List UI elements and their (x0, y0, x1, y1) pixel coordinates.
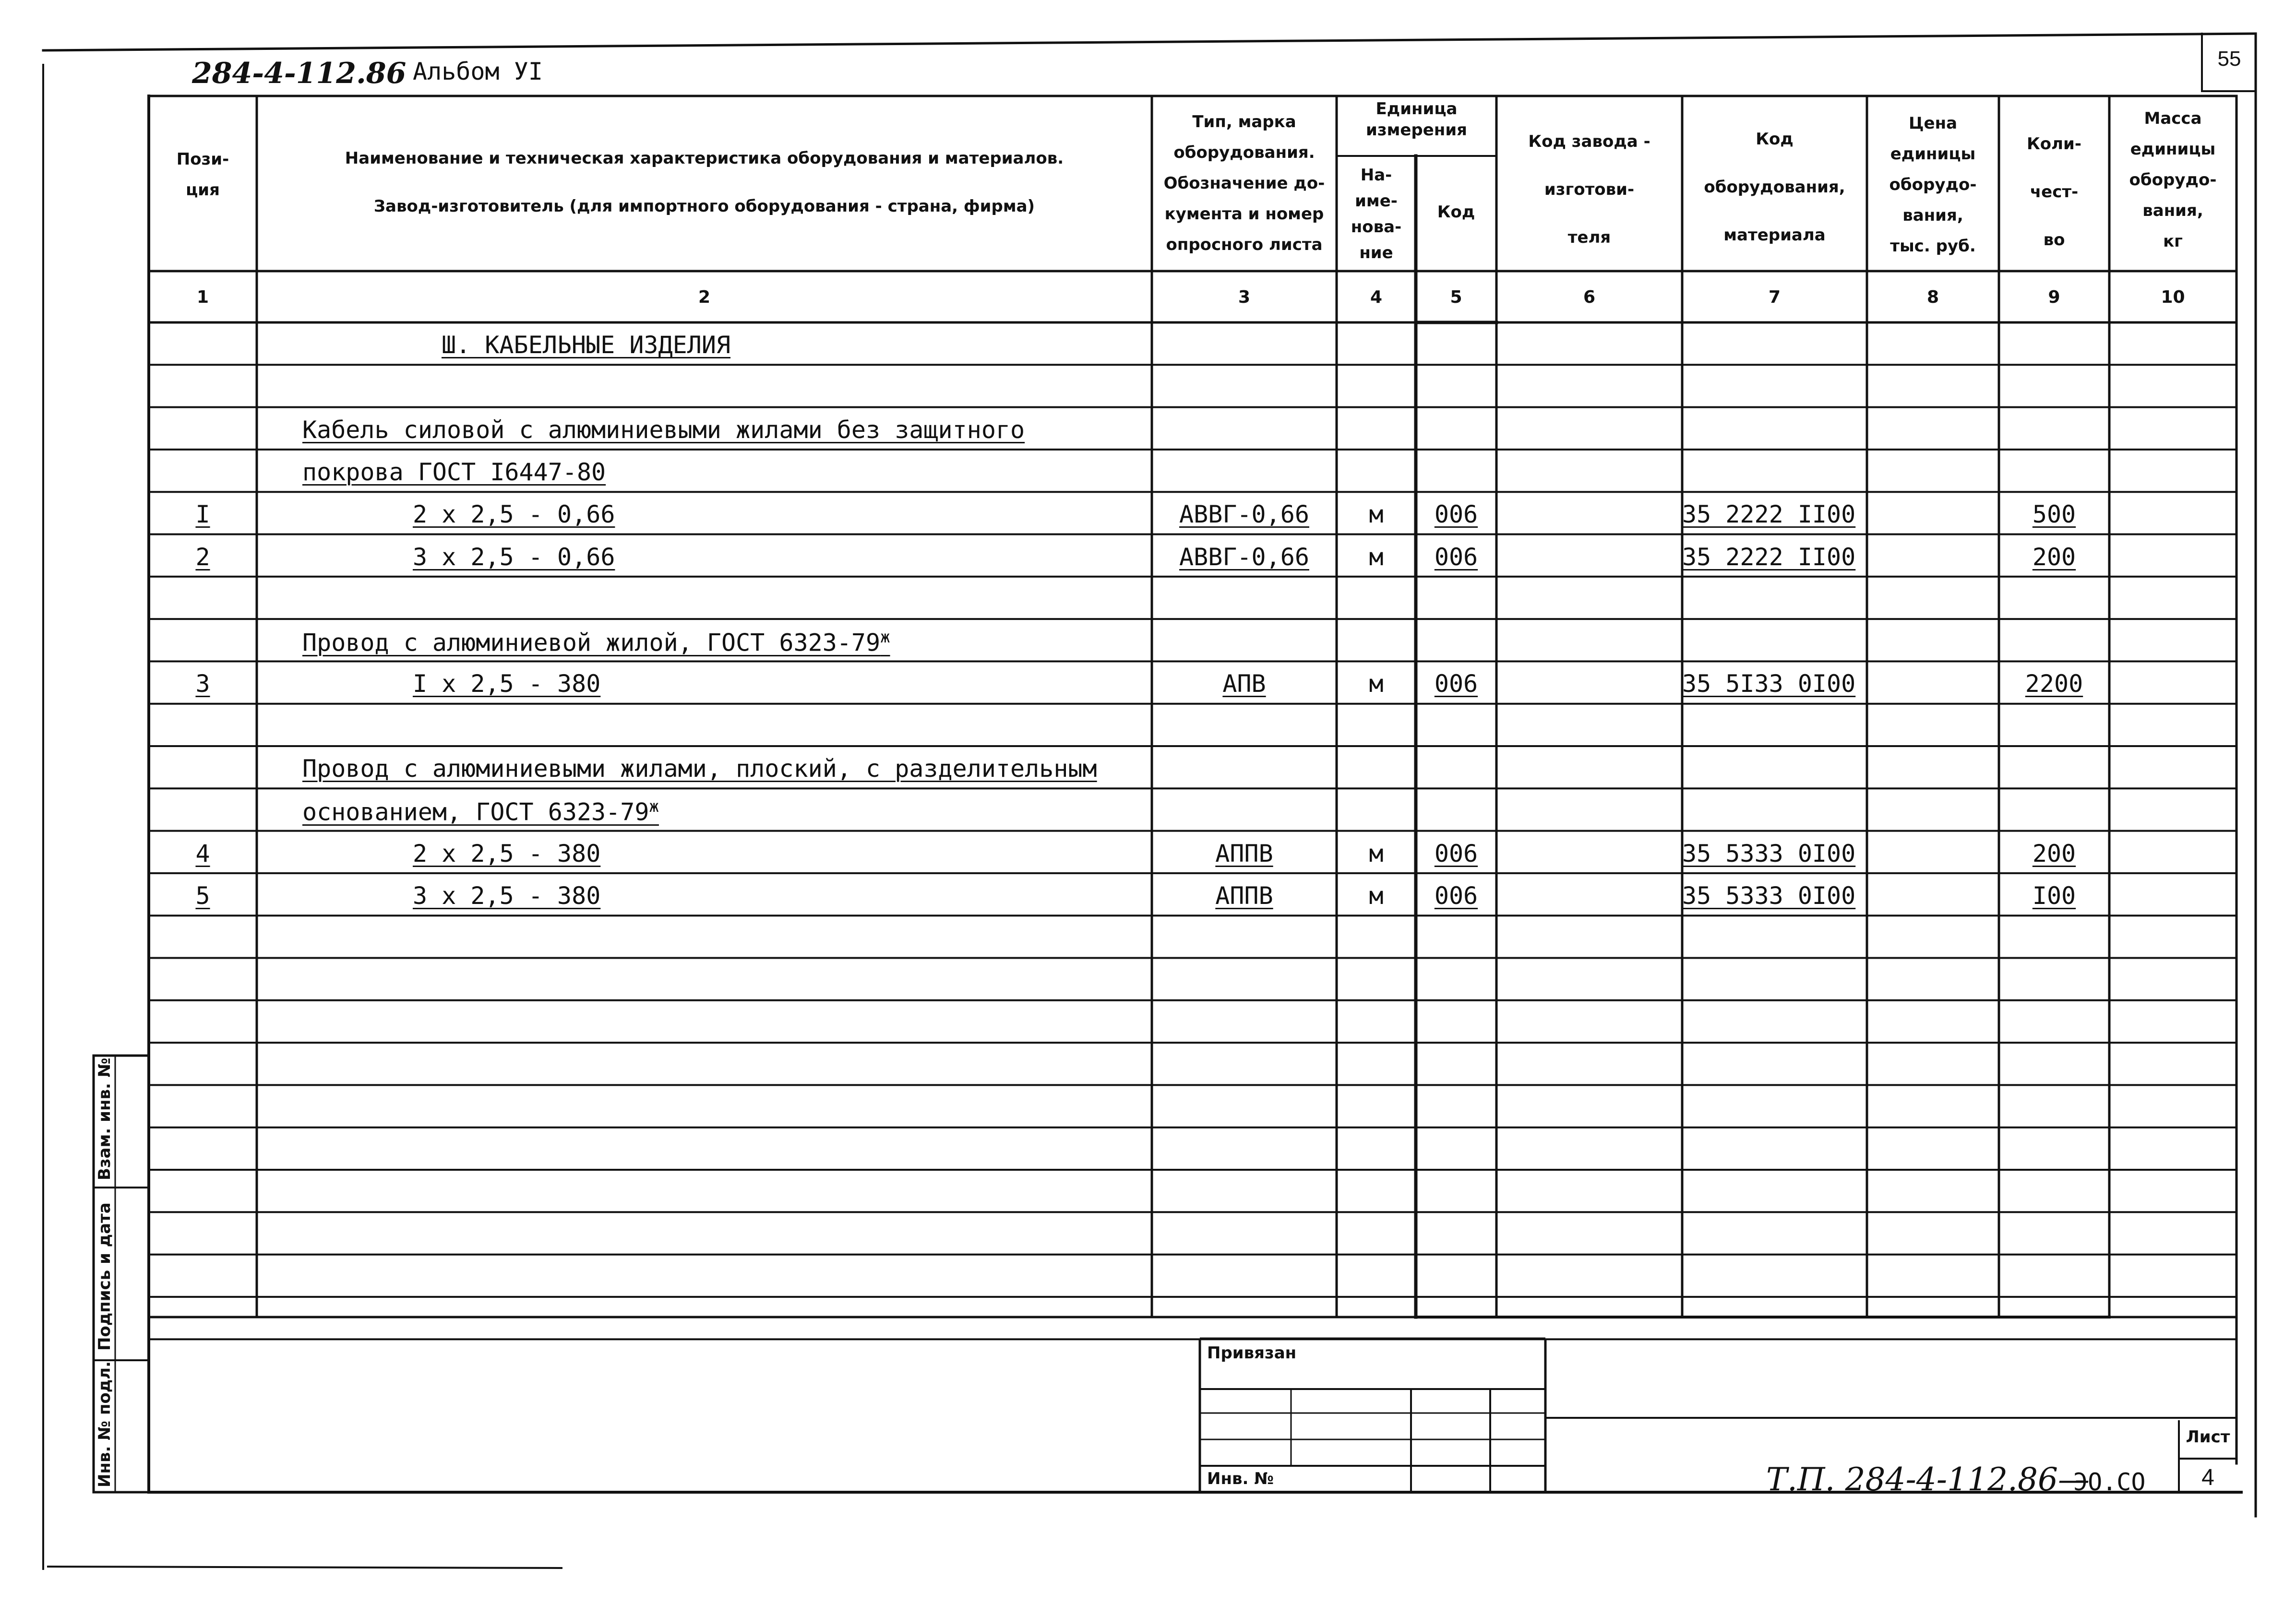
col-number: 10 (2161, 287, 2185, 307)
unit-code-cell: 006 (1434, 670, 1478, 698)
col9-header (1999, 120, 2109, 264)
col7-header-line: Код (1756, 130, 1794, 149)
unit-code-cell: 006 (1434, 839, 1478, 867)
col3-header-line: оборудования. (1173, 143, 1315, 162)
type-cell: АВВГ-0,66 (1179, 543, 1309, 571)
col-number: 7 (1768, 287, 1781, 307)
superscript: ж (649, 797, 659, 817)
col2-header-line: Наименование и техническая характеристика оборудования и материалов. (345, 149, 1064, 168)
col10-header-line: Масса (2144, 109, 2202, 128)
col-number: 6 (1583, 287, 1596, 307)
material-code-cell: 35 2222 II00 (1682, 543, 1856, 571)
type-cell: АПВ (1222, 670, 1266, 698)
stamp-original-inv: Инв. № подл. (95, 1361, 114, 1487)
unit-code-cell: 006 (1434, 500, 1478, 529)
col-number: 9 (2048, 287, 2060, 307)
col8-header-line: тыс. руб. (1890, 237, 1976, 256)
col7-header-line: материала (1723, 226, 1826, 245)
item-group-title: Провод с алюминиевой жилой, ГОСТ $6323-79^ж$ (302, 628, 890, 657)
col-number: 8 (1926, 287, 1939, 307)
unit-cell: м (1369, 543, 1384, 571)
col-number: 3 (1238, 287, 1251, 307)
col1-header (149, 144, 257, 205)
position-cell: 2 (195, 543, 210, 571)
material-code-cell: 35 5333 0I00 (1682, 881, 1856, 910)
unit-group-line: Единица (1375, 99, 1458, 119)
col10-header-line: оборудо- (2129, 170, 2217, 190)
stamp-signature-date: Подпись и дата (95, 1202, 114, 1351)
position-cell: 4 (195, 839, 210, 867)
doc-code: Т.П. 284-4-112.86— (1766, 1461, 2090, 1498)
sheet-number: 4 (2201, 1465, 2214, 1490)
unit-cell: м (1369, 670, 1384, 698)
col8-header (1867, 108, 1999, 261)
sheet-label: Лист (2186, 1427, 2230, 1447)
item-group-title: покрова ГОСТ I6447-80 (302, 458, 606, 486)
col7-header-line: оборудования, (1704, 178, 1845, 197)
col8-header-line: Цена (1908, 114, 1958, 133)
col4-header-line: нова- (1351, 217, 1402, 237)
col5-header-line: Код (1437, 202, 1475, 222)
unit-cell: м (1369, 839, 1384, 867)
item-group-title: Кабель силовой с алюминиевыми жилами без защитного (302, 416, 1025, 444)
type-cell: АППВ (1215, 839, 1273, 867)
col8-header-line: оборудо- (1889, 175, 1977, 194)
unit-code-cell: 006 (1434, 881, 1478, 910)
col10-header-line: кг (2163, 232, 2183, 251)
inv-label: Инв. № (1207, 1469, 1274, 1488)
quantity-cell: 500 (2032, 500, 2076, 529)
item-name-cell: 2 х 2,5 - 0,66 (413, 500, 615, 529)
col6-header-line: Код завода - (1528, 132, 1650, 151)
col-number: 1 (196, 287, 209, 307)
col3-header-line: кумента и номер (1164, 204, 1324, 224)
col4-header-line: име- (1355, 191, 1398, 211)
item-name-cell: 3 х 2,5 - 380 (413, 881, 601, 910)
unit-cell: м (1369, 881, 1384, 910)
col8-header-line: вания, (1902, 206, 1963, 225)
position-cell: 3 (195, 670, 210, 698)
quantity-cell: 2200 (2025, 670, 2083, 698)
col1-header-line: ция (186, 180, 220, 200)
unit-group-line: измерения (1366, 120, 1467, 140)
col3-header-line: Обозначение до- (1163, 174, 1325, 193)
position-cell: I (195, 500, 210, 529)
col1-header-line: Пози- (176, 150, 229, 169)
unit-code-cell: 006 (1434, 543, 1478, 571)
material-code-cell: 35 5I33 0I00 (1682, 670, 1856, 698)
col9-header-line: во (2043, 230, 2065, 250)
col5-header (1416, 197, 1496, 227)
col6-header-line: изготови- (1544, 180, 1635, 199)
col9-header-line: чест- (2030, 182, 2079, 202)
item-group-title: основанием, ГОСТ $6323-79^ж$ (302, 797, 659, 826)
col4-header (1337, 162, 1416, 266)
col4-header-line: На- (1360, 166, 1392, 185)
bound-label: Привязан (1207, 1343, 1297, 1363)
col3-header-line: Тип, марка (1192, 112, 1296, 131)
unit-cell: м (1369, 500, 1384, 529)
col2-header-line: Завод-изготовитель (для импортного оборудования - страна, фирма) (373, 197, 1035, 216)
item-name-cell: 2 х 2,5 - 380 (413, 839, 601, 867)
col8-header-line: единицы (1890, 144, 1976, 164)
col6-header (1496, 118, 1682, 261)
col3-header-line: опросного листа (1166, 235, 1323, 254)
col-number: 2 (698, 287, 711, 307)
col10-header-line: единицы (2130, 140, 2216, 159)
type-cell: АППВ (1215, 881, 1273, 910)
col6-header-line: теля (1567, 228, 1611, 247)
item-group-title: Провод с алюминиевыми жилами, плоский, с разделительным (302, 755, 1097, 783)
col3-header (1152, 107, 1337, 260)
section-title: Ш. КАБЕЛЬНЫЕ ИЗДЕЛИЯ (442, 331, 731, 359)
quantity-cell: I00 (2032, 881, 2076, 910)
col4-header-line: ние (1359, 243, 1393, 262)
col10-header-line: вания, (2142, 201, 2203, 220)
quantity-cell: 200 (2032, 839, 2076, 867)
position-cell: 5 (195, 881, 210, 910)
col9-header-line: Коли- (2027, 134, 2081, 154)
col7-header (1682, 115, 1867, 259)
col-number: 5 (1450, 287, 1462, 307)
type-cell: АВВГ-0,66 (1179, 500, 1309, 529)
item-name-cell: I х 2,5 - 380 (413, 670, 601, 698)
col2-header (257, 134, 1152, 230)
quantity-cell: 200 (2032, 543, 2076, 571)
superscript: ж (880, 628, 890, 647)
material-code-cell: 35 5333 0I00 (1682, 839, 1856, 867)
col-number: 4 (1370, 287, 1383, 307)
doc-suffix: ЭО.СО (2073, 1468, 2146, 1496)
col10-header (2109, 103, 2236, 257)
stamp-replaced-inv: Взам. инв. № (95, 1057, 114, 1180)
material-code-cell: 35 2222 II00 (1682, 500, 1856, 529)
unit-group-header (1337, 98, 1496, 141)
page-number: 55 (2217, 47, 2241, 71)
album-label: Альбом УI (413, 58, 543, 85)
album-code-handwritten: 284-4-112.86 (192, 57, 407, 90)
item-name-cell: 3 х 2,5 - 0,66 (413, 543, 615, 571)
